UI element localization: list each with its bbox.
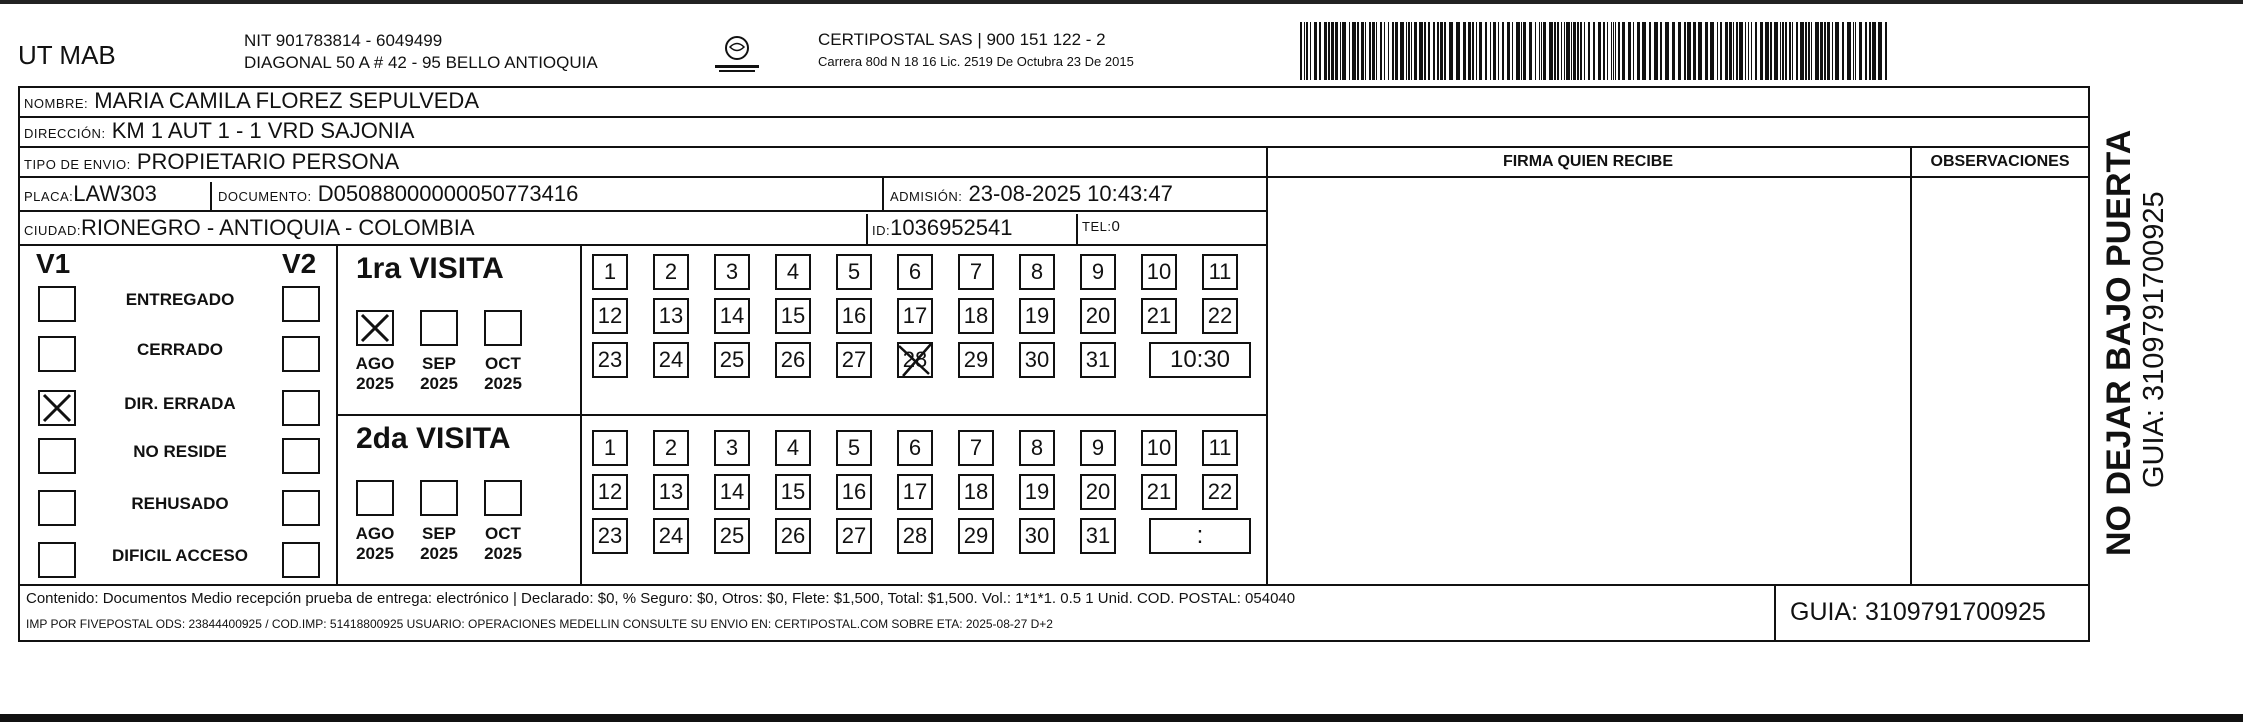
courier-name: CERTIPOSTAL SAS | 900 151 122 - 2 [818,30,1106,49]
v2-checkbox-3[interactable] [282,438,320,474]
visit1-day-27[interactable]: 27 [836,342,872,378]
visit2-day-3[interactable]: 3 [714,430,750,466]
visit2-month-year-2: 2025 [484,544,522,563]
visit2-month-year-0: 2025 [356,544,394,563]
visit2-month-checkbox-2[interactable] [484,480,522,516]
visit1-month-checkbox-1[interactable] [420,310,458,346]
status-label-0: ENTREGADO [125,290,235,309]
visit2-month-checkbox-1[interactable] [420,480,458,516]
signature-area[interactable] [1268,178,1908,582]
visit1-day-30[interactable]: 30 [1019,342,1055,378]
v2-header: V2 [282,248,317,279]
ut-label: UT MAB [18,40,116,70]
visit1-day-9[interactable]: 9 [1080,254,1116,290]
visit1-day-19[interactable]: 19 [1019,298,1055,334]
visit2-month-name-2: OCT [485,524,521,543]
nombre-value: MARIA CAMILA FLOREZ SEPULVEDA [94,88,479,113]
visit1-day-1[interactable]: 1 [592,254,628,290]
visit2-month-label-2 [477,524,529,564]
admision-label: ADMISIÓN: [890,189,963,204]
visit1-month-name-0: AGO [355,354,395,373]
visit2-day-31[interactable]: 31 [1080,518,1116,554]
visit2-day-15[interactable]: 15 [775,474,811,510]
visit1-day-14[interactable]: 14 [714,298,750,334]
visit2-day-10[interactable]: 10 [1141,430,1177,466]
visit2-day-6[interactable]: 6 [897,430,933,466]
documento-value: D05088000000050773416 [317,181,579,206]
v2-checkbox-2[interactable] [282,390,320,426]
visit1-month-year-1: 2025 [420,374,458,393]
visit1-day-12[interactable]: 12 [592,298,628,334]
visit2-month-label-1 [413,524,465,564]
firma-header: FIRMA QUIEN RECIBE [1502,153,1674,170]
sender-address: DIAGONAL 50 A # 42 - 95 BELLO ANTIOQUIA [244,53,598,72]
visit2-month-name-0: AGO [355,524,395,543]
visit1-day-23[interactable]: 23 [592,342,628,378]
courier-license: Carrera 80d N 18 16 Lic. 2519 De Octubra 23 De 2015 [818,54,1134,69]
footer-contents: Contenido: Documentos Medio recepción prueba de entrega: electrónico | Declarado: $0, % Seguro: $0, Otros: $0, Flete: $1,500, Total: $1,500. Vol.: 1*1*1. 0.5 1 Unid. COD. POSTAL: 054040 [26,590,1296,607]
visit2-day-16[interactable]: 16 [836,474,872,510]
visit1-month-name-2: OCT [485,354,521,373]
visit2-day-25[interactable]: 25 [714,518,750,554]
id-label: ID: [872,223,891,238]
direccion-value: KM 1 AUT 1 - 1 VRD SAJONIA [111,118,415,143]
visit2-day-28[interactable]: 28 [897,518,933,554]
tel-label: TEL: [1082,219,1112,234]
visit1-month-label-1 [413,354,465,394]
observations-area[interactable] [1912,178,2088,582]
visit1-month-year-2: 2025 [484,374,522,393]
visit2-day-12[interactable]: 12 [592,474,628,510]
documento-cell [218,181,578,207]
visit2-day-26[interactable]: 26 [775,518,811,554]
nit-text: NIT 901783814 - 6049499 [244,31,443,50]
visit1-day-5[interactable]: 5 [836,254,872,290]
nombre-label: NOMBRE: [24,96,89,111]
visit1-month-name-1: SEP [421,354,457,373]
visit1-day-2[interactable]: 2 [653,254,689,290]
visit2-month-label-0 [349,524,401,564]
tipo-label: TIPO DE ENVIO: [24,157,131,172]
placa-value: LAW303 [73,181,157,206]
visit1-month-label-0 [349,354,401,394]
sender-info [244,30,598,74]
visit2-day-14[interactable]: 14 [714,474,750,510]
v2-checkbox-5[interactable] [282,542,320,578]
visit1-day-8[interactable]: 8 [1019,254,1055,290]
tel-value: 0 [1111,218,1120,235]
observaciones-header: OBSERVACIONES [1930,153,2070,170]
barcode [1300,22,1890,80]
visit2-day-20[interactable]: 20 [1080,474,1116,510]
footer-tracking: IMP POR FIVEPOSTAL ODS: 23844400925 / COD.IMP: 51418800925 USUARIO: OPERACIONES MEDELLIN CONSULTE SU ENVIO EN: CERTIPOSTAL.COM SOBRE ETA: 2025-08-27 D+2 [26,617,1053,631]
visit2-day-21[interactable]: 21 [1141,474,1177,510]
courier-info [818,30,1134,69]
certipostal-logo-icon [707,32,767,76]
visit2-day-30[interactable]: 30 [1019,518,1055,554]
visit2-day-22[interactable]: 22 [1202,474,1238,510]
side-warning: NO DEJAR BAJO PUERTA [2100,129,2138,556]
tel-cell [1082,218,1120,235]
v1-checkbox-5[interactable] [38,542,76,578]
visit1-day-25[interactable]: 25 [714,342,750,378]
bottom-edge [0,714,2243,722]
nombre-row [24,88,479,114]
placa-cell [24,181,157,207]
visit2-title: 2da VISITA [356,422,511,455]
visit2-month-checkbox-0[interactable] [356,480,394,516]
visit1-title: 1ra VISITA [356,252,504,285]
direccion-row [24,118,414,144]
visit1-day-15[interactable]: 15 [775,298,811,334]
v2-checkbox-0[interactable] [282,286,320,322]
id-value: 1036952541 [890,215,1013,240]
visit1-day-7[interactable]: 7 [958,254,994,290]
visit2-month-year-1: 2025 [420,544,458,563]
visit2-day-8[interactable]: 8 [1019,430,1055,466]
visit2-day-1[interactable]: 1 [592,430,628,466]
visit2-month-name-1: SEP [421,524,457,543]
v1-checkbox-3[interactable] [38,438,76,474]
visit2-day-9[interactable]: 9 [1080,430,1116,466]
visit1-day-31[interactable]: 31 [1080,342,1116,378]
visit2-time-box[interactable]: : [1149,518,1251,554]
status-label-2: DIR. ERRADA [124,394,236,413]
visit2-day-23[interactable]: 23 [592,518,628,554]
visit1-day-28[interactable]: 28 [897,342,933,378]
visit1-day-13[interactable]: 13 [653,298,689,334]
direccion-label: DIRECCIÓN: [24,126,106,141]
visit1-day-22[interactable]: 22 [1202,298,1238,334]
visit2-day-5[interactable]: 5 [836,430,872,466]
side-guia: GUIA: 3109791700925 [2138,191,2170,488]
status-label-1: CERRADO [137,340,223,359]
ciudad-label: CIUDAD: [24,223,81,238]
documento-label: DOCUMENTO: [218,189,312,204]
visit1-day-16[interactable]: 16 [836,298,872,334]
v1-header: V1 [36,248,71,279]
visit1-day-18[interactable]: 18 [958,298,994,334]
visit2-day-13[interactable]: 13 [653,474,689,510]
visit1-month-checkbox-0[interactable] [356,310,394,346]
visit2-day-11[interactable]: 11 [1202,430,1238,466]
v1-checkbox-0[interactable] [38,286,76,322]
visit2-day-27[interactable]: 27 [836,518,872,554]
v1-checkbox-2[interactable] [38,390,76,426]
status-label-4: REHUSADO [131,494,229,513]
visit1-day-6[interactable]: 6 [897,254,933,290]
visit2-day-2[interactable]: 2 [653,430,689,466]
visit1-time-box[interactable]: 10:30 [1149,342,1251,378]
visit1-day-26[interactable]: 26 [775,342,811,378]
top-edge [0,0,2243,4]
visit1-month-year-0: 2025 [356,374,394,393]
visit2-day-19[interactable]: 19 [1019,474,1055,510]
v1-checkbox-1[interactable] [38,336,76,372]
visit1-day-24[interactable]: 24 [653,342,689,378]
day-cross-mark-icon [895,340,935,380]
visit1-day-21[interactable]: 21 [1141,298,1177,334]
v2-checkbox-1[interactable] [282,336,320,372]
visit1-day-4[interactable]: 4 [775,254,811,290]
admision-value: 23-08-2025 10:43:47 [968,181,1173,206]
visit1-day-3[interactable]: 3 [714,254,750,290]
status-label-5: DIFICIL ACCESO [111,546,248,565]
admision-cell [890,181,1173,207]
visit1-day-29[interactable]: 29 [958,342,994,378]
visit2-day-29[interactable]: 29 [958,518,994,554]
status-label-3: NO RESIDE [133,442,227,461]
visit1-day-11[interactable]: 11 [1202,254,1238,290]
visit2-day-7[interactable]: 7 [958,430,994,466]
tipo-row [24,149,399,175]
placa-label: PLACA: [24,189,74,204]
visit2-day-24[interactable]: 24 [653,518,689,554]
visit1-day-20[interactable]: 20 [1080,298,1116,334]
visit2-day-4[interactable]: 4 [775,430,811,466]
visit1-month-checkbox-2[interactable] [484,310,522,346]
id-cell [872,215,1012,241]
visit1-day-10[interactable]: 10 [1141,254,1177,290]
visit2-day-17[interactable]: 17 [897,474,933,510]
ciudad-value: RIONEGRO - ANTIOQUIA - COLOMBIA [80,215,475,240]
ciudad-cell [24,215,475,241]
v1-checkbox-4[interactable] [38,490,76,526]
footer-guia: GUIA: 3109791700925 [1790,598,2046,626]
tipo-value: PROPIETARIO PERSONA [136,149,400,174]
visit2-day-18[interactable]: 18 [958,474,994,510]
visit1-month-label-2 [477,354,529,394]
v2-checkbox-4[interactable] [282,490,320,526]
visit1-day-17[interactable]: 17 [897,298,933,334]
